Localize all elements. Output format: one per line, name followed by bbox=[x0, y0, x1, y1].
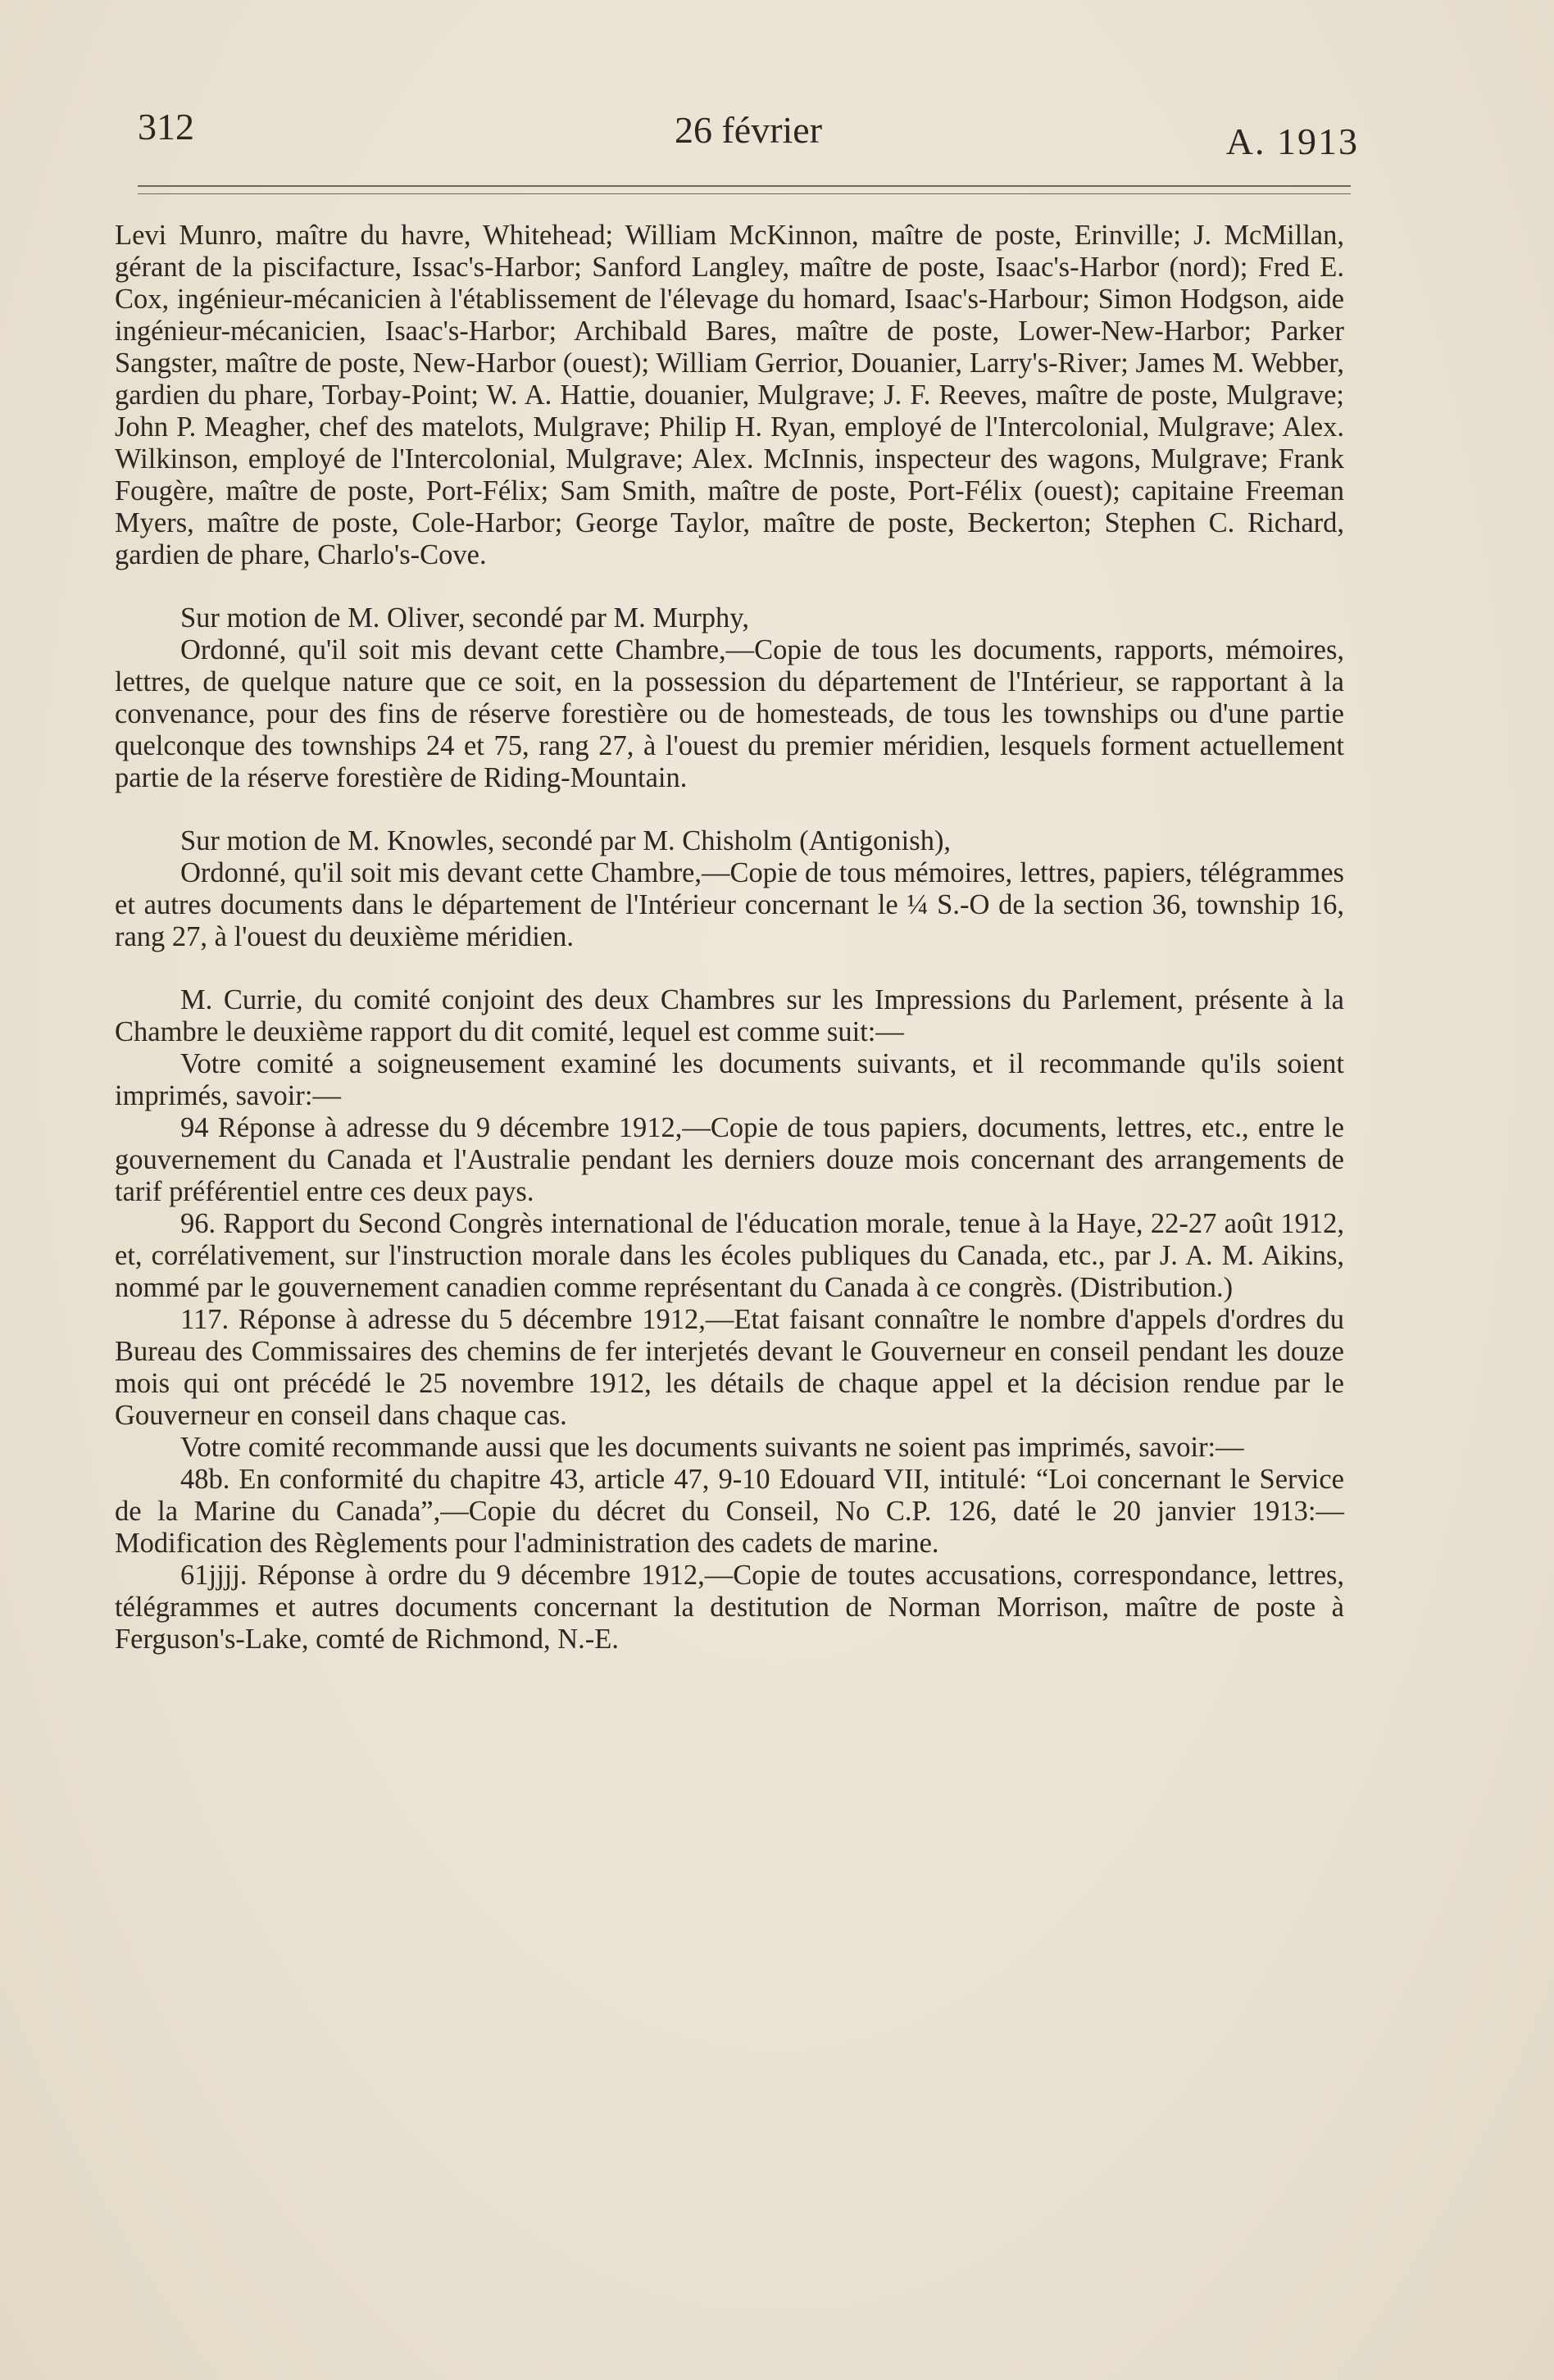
header-rule bbox=[138, 185, 1351, 187]
page-body bbox=[115, 220, 1344, 1656]
paragraph-item-117: 117. Réponse à adresse du 5 décembre 1912,—Etat faisant connaître le nombre d'appels d'ordres du Bureau des Commissaires des chemins de fer interjetés devant le Gouverneur en conseil pendant les douze mois qui ont précédé le 25 novembre 1912, les détails de chaque appel et la décision rendue par le Gouverneur en conseil dans chaque cas. bbox=[115, 1304, 1344, 1431]
paragraph-currie-report: M. Currie, du comité conjoint des deux Chambres sur les Impressions du Parlement, présente à la Chambre le deuxième rapport du dit comité, lequel est comme suit:— bbox=[115, 984, 1344, 1047]
header-rule-thin bbox=[138, 193, 1351, 194]
paragraph-order-homesteads: Ordonné, qu'il soit mis devant cette Chambre,—Copie de tous les documents, rapports, mémoires, lettres, de quelque nature que ce soit, en la possession du département de l'Intérieur, se rapportant à la convenance, pour des fins de réserve forestière ou de homesteads, de tous les townships ou d'une partie quelconque des townships 24 et 75, rang 27, à l'ouest du premier méridien, lesquels forment actuellement partie de la réserve forestière de Riding-Mountain. bbox=[115, 634, 1344, 793]
paragraph-motion-knowles: Sur motion de M. Knowles, secondé par M. Chisholm (Antigonish), bbox=[180, 825, 952, 856]
page-number: 312 bbox=[138, 106, 194, 148]
paragraph-committee-no-print: Votre comité recommande aussi que les documents suivants ne soient pas imprimés, savoir:— bbox=[180, 1432, 1244, 1463]
paragraph-item-94: 94 Réponse à adresse du 9 décembre 1912,—Copie de tous papiers, documents, lettres, etc., entre le gouvernement du Canada et l'Australie pendant les derniers douze mois concernant des arrangements de tarif préférentiel entre ces deux pays. bbox=[115, 1112, 1344, 1207]
page-date: 26 février bbox=[674, 109, 823, 151]
page-header bbox=[138, 105, 1359, 162]
paragraph-order-section-36: Ordonné, qu'il soit mis devant cette Chambre,—Copie de tous mémoires, lettres, papiers, télégrammes et autres documents dans le département de l'Intérieur concernant le ¼ S.-O de la section 36, township 16, rang 27, à l'ouest du deuxième méridien. bbox=[115, 857, 1344, 952]
paragraph-list-of-names: Levi Munro, maître du havre, Whitehead; William McKinnon, maître de poste, Erinville; J. McMillan, gérant de la piscifacture, Issac's-Harbor; Sanford Langley, maître de poste, Isaac's-Harbor (nord); Fred E. Cox, ingénieur-mécanicien à l'établissement de l'élevage du homard, Isaac's-Harbour; Simon Hodgson, aide ingénieur-mécanicien, Isaac's-Harbor; Archibald Bares, maître de poste, Lower-New-Harbor; Parker Sangster, maître de poste, New-Harbor (ouest); William Gerrior, Douanier, Larry's-River; James M. Webber, gardien du phare, Torbay-Point; W. A. Hattie, douanier, Mulgrave; J. F. Reeves, maître de poste, Mulgrave; John P. Meagher, chef des matelots, Mulgrave; Philip H. Ryan, employé de l'Intercolonial, Mulgrave; Alex. Wilkinson, employé de l'Intercolonial, Mulgrave; Alex. McInnis, inspecteur des wagons, Mulgrave; Frank Fougère, maître de poste, Port-Félix; Sam Smith, maître de poste, Port-Félix (ouest); capitaine Freeman Myers, maître de poste, Cole-Harbor; George Taylor, maître de poste, Beckerton; Stephen C. Richard, gardien de phare, Charlo's-Cove. bbox=[115, 220, 1344, 570]
paragraph-item-96: 96. Rapport du Second Congrès international de l'éducation morale, tenue à la Haye, 22-27 août 1912, et, corrélativement, sur l'instruction morale dans les écoles publiques du Canada, etc., par J. A. M. Aikins, nommé par le gouvernement canadien comme représentant du Canada à ce congrès. (Distribution.) bbox=[115, 1208, 1344, 1303]
page-year: A. 1913 bbox=[1225, 120, 1359, 162]
paragraph-committee-print: Votre comité a soigneusement examiné les documents suivants, et il recommande qu'ils soient imprimés, savoir:— bbox=[115, 1048, 1344, 1111]
paragraph-item-48b: 48b. En conformité du chapitre 43, article 47, 9-10 Edouard VII, intitulé: “Loi concernant le Service de la Marine du Canada”,—Copie du décret du Conseil, No C.P. 126, daté le 20 janvier 1913:—Modification des Règlements pour l'administration des cadets de marine. bbox=[115, 1464, 1344, 1559]
paragraph-motion-oliver: Sur motion de M. Oliver, secondé par M. Murphy, bbox=[180, 602, 749, 634]
paragraph-item-61jjjj: 61jjjj. Réponse à ordre du 9 décembre 1912,—Copie de toutes accusations, correspondance, lettres, télégrammes et autres documents concernant la destitution de Norman Morrison, maître de poste à Ferguson's-Lake, comté de Richmond, N.-E. bbox=[115, 1560, 1344, 1655]
